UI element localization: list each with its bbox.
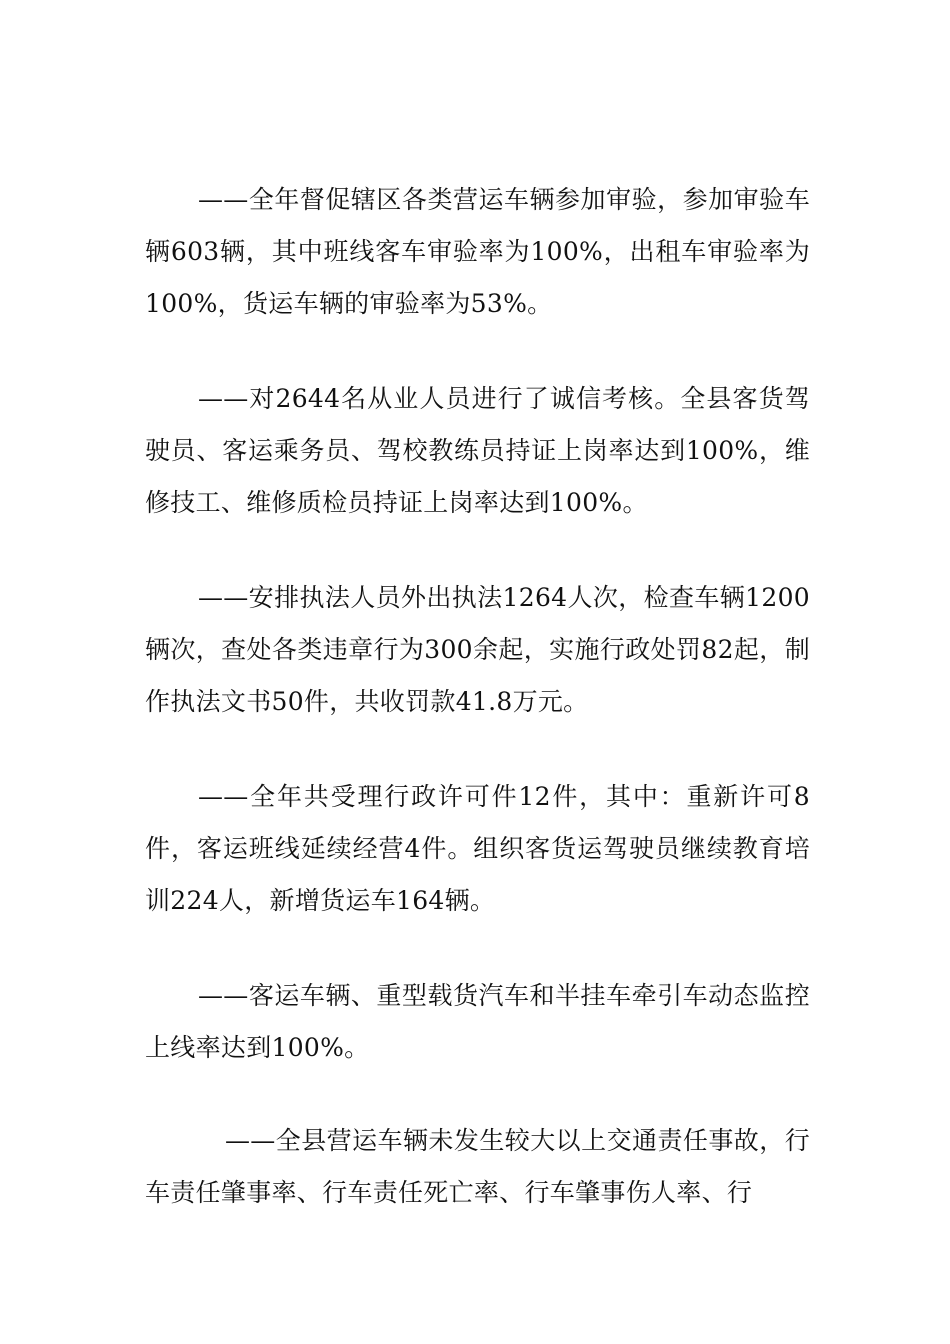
- paragraph-administrative-licensing: ——全年共受理行政许可件12件，其中：重新许可8件，客运班线延续经营4件。组织客货运驾驶员继续教育培训224人，新增货运车164辆。: [145, 782, 810, 915]
- paragraph-vehicle-inspection: ——全年督促辖区各类营运车辆参加审验，参加审验车辆603辆，其中班线客车审验率为100%，出租车审验率为100%，货运车辆的审验率为53%。: [145, 185, 810, 318]
- paragraph-law-enforcement: ——安排执法人员外出执法1264人次，检查车辆1200辆次，查处各类违章行为300余起，实施行政处罚82起，制作执法文书50件，共收罚款41.8万元。: [145, 583, 810, 716]
- paragraph-staff-credit-assessment: ——对2644名从业人员进行了诚信考核。全县客货驾驶员、客运乘务员、驾校教练员持证上岗率达到100%，维修技工、维修质检员持证上岗率达到100%。: [145, 384, 810, 517]
- paragraph-dynamic-monitoring: ——客运车辆、重型载货汽车和半挂车牵引车动态监控上线率达到100%。: [145, 981, 810, 1062]
- paragraph-traffic-safety: ——全县营运车辆未发生较大以上交通责任事故，行车责任肇事率、行车责任死亡率、行车肇事伤人率、行: [145, 1126, 810, 1207]
